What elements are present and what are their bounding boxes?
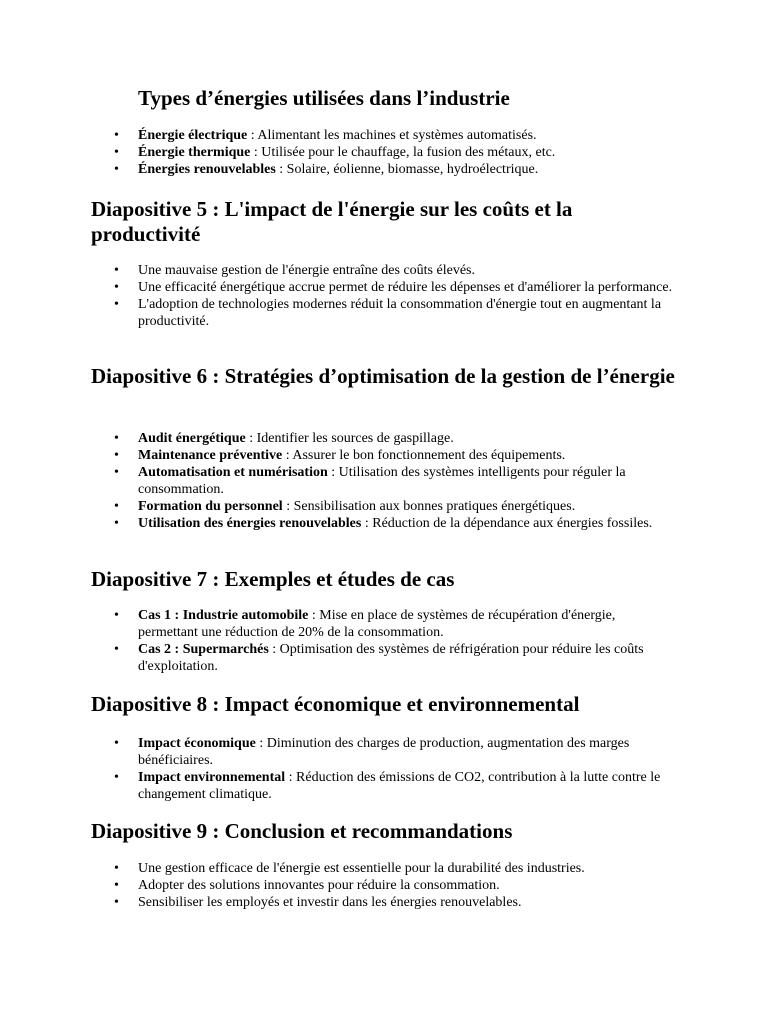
list-item <box>114 262 673 279</box>
item-term: Formation du personnel <box>138 499 283 514</box>
list-item <box>114 735 673 769</box>
slide9-list <box>114 860 673 911</box>
item-text: : Utilisée pour le chauffage, la fusion des métaux, etc. <box>250 145 556 160</box>
section-title-slide5: Diapositive 5 : L'impact de l'énergie sur les coûts et la productivité <box>91 197 573 246</box>
bullet-icon: • <box>114 516 119 531</box>
bullet-icon: • <box>114 431 119 446</box>
list-item <box>114 144 673 161</box>
item-term: Impact économique <box>138 736 256 751</box>
item-text: : Assurer le bon fonctionnement des équipements. <box>282 448 566 463</box>
item-term: Énergie électrique <box>138 128 248 143</box>
item-term: Maintenance préventive <box>138 448 283 463</box>
bullet-icon: • <box>114 861 119 876</box>
item-text: : Réduction de la dépendance aux énergies fossiles. <box>361 516 653 531</box>
slide7-list <box>114 607 673 675</box>
bullet-icon: • <box>114 448 119 463</box>
item-text: Une mauvaise gestion de l'énergie entraîne des coûts élevés. <box>138 263 475 278</box>
item-text: : Réduction des émissions de CO2, contribution à la lutte contre le changement climatique. <box>138 770 661 802</box>
bullet-icon: • <box>114 895 119 910</box>
section-title-slide7: Diapositive 7 : Exemples et études de cas <box>91 567 455 591</box>
item-text: : Sensibilisation aux bonnes pratiques énergétiques. <box>282 499 576 514</box>
list-item <box>114 607 673 641</box>
item-text: : Mise en place de systèmes de récupération d'énergie, permettant une réduction de 20% de la consommation. <box>138 608 616 640</box>
list-item <box>114 447 673 464</box>
bullet-icon: • <box>114 770 119 785</box>
bullet-icon: • <box>114 128 119 143</box>
list-item <box>114 641 673 675</box>
list-item <box>114 296 673 330</box>
bullet-icon: • <box>114 263 119 278</box>
list-item <box>114 769 673 803</box>
list-item <box>114 877 673 894</box>
item-term: Audit énergétique <box>138 431 246 446</box>
list-item <box>114 161 673 178</box>
item-term: Automatisation et numérisation <box>138 465 328 480</box>
item-text: Adopter des solutions innovantes pour réduire la consommation. <box>138 878 500 893</box>
bullet-icon: • <box>114 642 119 657</box>
section-title-slide6: Diapositive 6 : Stratégies d’optimisation de la gestion de l’énergie <box>91 364 675 388</box>
bullet-icon: • <box>114 736 119 751</box>
bullet-icon: • <box>114 465 119 480</box>
bullet-icon: • <box>114 608 119 623</box>
item-term: Impact environnemental <box>138 770 286 785</box>
item-term: Cas 1 : Industrie automobile <box>138 608 309 623</box>
item-text: : Alimentant les machines et systèmes automatisés. <box>247 128 537 143</box>
item-text: : Optimisation des systèmes de réfrigération pour réduire les coûts d'exploitation. <box>138 642 644 674</box>
item-term: Énergies renouvelables <box>138 162 276 177</box>
bullet-icon: • <box>114 145 119 160</box>
item-term: Énergie thermique <box>138 145 251 160</box>
list-item <box>114 515 673 532</box>
item-term: Utilisation des énergies renouvelables <box>138 516 362 531</box>
list-item <box>114 894 673 911</box>
list-item <box>114 127 673 144</box>
bullet-icon: • <box>114 878 119 893</box>
item-text: Une efficacité énergétique accrue permet de réduire les dépenses et d'améliorer la performance. <box>138 280 673 295</box>
bullet-icon: • <box>114 162 119 177</box>
slide8-list <box>114 735 673 803</box>
intro-title: Types d’énergies utilisées dans l’industrie <box>138 86 510 110</box>
list-item <box>114 860 673 877</box>
list-item <box>114 279 673 296</box>
slide5-list <box>114 262 673 330</box>
section-title-slide8: Diapositive 8 : Impact économique et environnemental <box>91 692 580 716</box>
bullet-icon: • <box>114 297 119 312</box>
bullet-icon: • <box>114 499 119 514</box>
item-text: : Solaire, éolienne, biomasse, hydroélectrique. <box>275 162 539 177</box>
item-text: Une gestion efficace de l'énergie est essentielle pour la durabilité des industries. <box>138 861 585 876</box>
item-text: : Identifier les sources de gaspillage. <box>245 431 454 446</box>
slide6-list <box>114 430 673 532</box>
bullet-icon: • <box>114 280 119 295</box>
list-item <box>114 430 673 447</box>
list-item <box>114 464 673 498</box>
intro-list <box>114 127 673 178</box>
item-text: : Utilisation des systèmes intelligents pour réguler la consommation. <box>138 465 626 497</box>
item-text: Sensibiliser les employés et investir dans les énergies renouvelables. <box>138 895 522 910</box>
item-term: Cas 2 : Supermarchés <box>138 642 269 657</box>
section-title-slide9: Diapositive 9 : Conclusion et recommandations <box>91 819 513 843</box>
item-text: L'adoption de technologies modernes réduit la consommation d'énergie tout en augmentant la productivité. <box>138 297 662 329</box>
list-item <box>114 498 673 515</box>
item-text: : Diminution des charges de production, augmentation des marges bénéficiaires. <box>138 736 630 768</box>
